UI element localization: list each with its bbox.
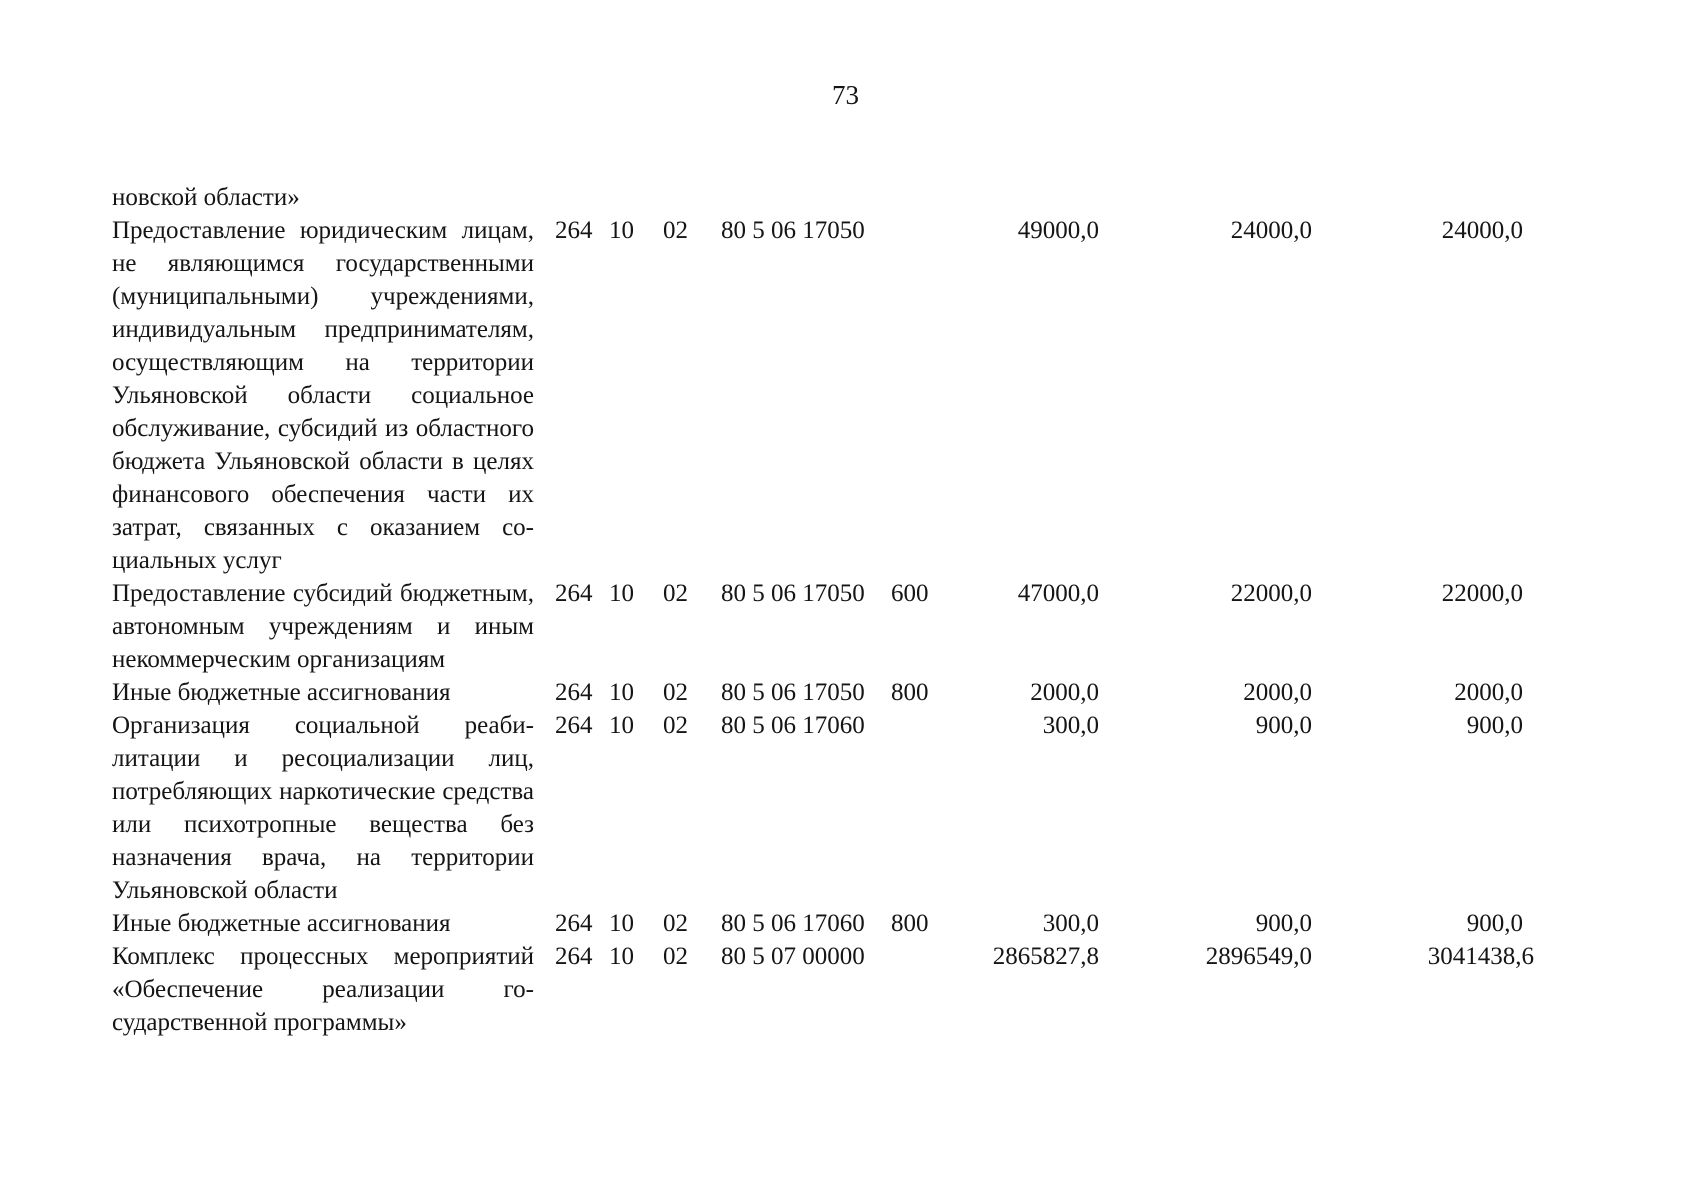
table-row [112, 709, 1534, 907]
section-code: 10 [609, 910, 634, 937]
row-description: Предоставление юридическим лицам, не являющимся государственными (муниципальными) учреждениями, индивидуальным предпринимателям, осуществляющим на территории Ульяновской области социальное обслуживание, субсидий из областного бюджета Ульяновской области в целях финансового обеспечения части их затрат, связанных с оказанием социальных услуг [112, 217, 534, 574]
section-code: 10 [609, 217, 634, 244]
section-code: 10 [609, 580, 634, 607]
continuation-text: новской области» [112, 184, 300, 211]
amount-year-3: 3041438,6 [1427, 943, 1534, 970]
ministry-code: 264 [555, 712, 593, 739]
table-row [112, 940, 1534, 1039]
target-item-code: 80 5 06 17050 [721, 580, 865, 607]
table-row [112, 907, 1534, 940]
amount-year-2: 900,0 [1255, 712, 1312, 739]
subsection-code: 02 [663, 943, 688, 970]
table-row [112, 577, 1534, 676]
subsection-code: 02 [663, 679, 688, 706]
amount-year-1: 47000,0 [1017, 580, 1099, 607]
amount-year-3: 900,0 [1466, 910, 1523, 937]
amount-year-3: 22000,0 [1441, 580, 1523, 607]
amount-year-1: 300,0 [1042, 910, 1099, 937]
amount-year-3: 900,0 [1466, 712, 1523, 739]
section-code: 10 [609, 679, 634, 706]
subsection-code: 02 [663, 910, 688, 937]
target-item-code: 80 5 06 17060 [721, 712, 865, 739]
target-item-code: 80 5 06 17050 [721, 679, 865, 706]
target-item-code: 80 5 07 00000 [721, 943, 865, 970]
amount-year-2: 2000,0 [1243, 679, 1312, 706]
amount-year-3: 24000,0 [1441, 217, 1523, 244]
expense-type-code: 800 [891, 679, 929, 706]
budget-table [112, 181, 1534, 1039]
amount-year-1: 49000,0 [1017, 217, 1099, 244]
row-description: Предоставление субсидий бюджетным, автономным учреждениям и иным некоммерческим организациям [112, 580, 534, 673]
table-row [112, 676, 1534, 709]
subsection-code: 02 [663, 712, 688, 739]
amount-year-2: 2896549,0 [1205, 943, 1312, 970]
page-number: 73 [832, 80, 859, 110]
section-code: 10 [609, 712, 634, 739]
ministry-code: 264 [555, 943, 593, 970]
ministry-code: 264 [555, 910, 593, 937]
target-item-code: 80 5 06 17050 [721, 217, 865, 244]
amount-year-1: 300,0 [1042, 712, 1099, 739]
ministry-code: 264 [555, 679, 593, 706]
target-item-code: 80 5 06 17060 [721, 910, 865, 937]
section-code: 10 [609, 943, 634, 970]
row-description: Комплекс процессных мероприятий «Обеспечение реализации государственной программы» [112, 943, 534, 1036]
expense-type-code: 600 [891, 580, 929, 607]
row-description: Организация социальной реабилитации и ресоциализации лиц, потребляющих наркотические средства или психотропные вещества без назначения врача, на территории Ульяновской области [112, 712, 534, 904]
row-description: Иные бюджетные ассигнования [112, 679, 451, 706]
amount-year-3: 2000,0 [1454, 679, 1523, 706]
subsection-code: 02 [663, 580, 688, 607]
subsection-code: 02 [663, 217, 688, 244]
amount-year-2: 24000,0 [1230, 217, 1312, 244]
amount-year-1: 2000,0 [1030, 679, 1099, 706]
ministry-code: 264 [555, 580, 593, 607]
ministry-code: 264 [555, 217, 593, 244]
amount-year-1: 2865827,8 [992, 943, 1099, 970]
expense-type-code: 800 [891, 910, 929, 937]
table-row [112, 214, 1534, 577]
amount-year-2: 900,0 [1255, 910, 1312, 937]
amount-year-2: 22000,0 [1230, 580, 1312, 607]
row-description: Иные бюджетные ассигнования [112, 910, 451, 937]
